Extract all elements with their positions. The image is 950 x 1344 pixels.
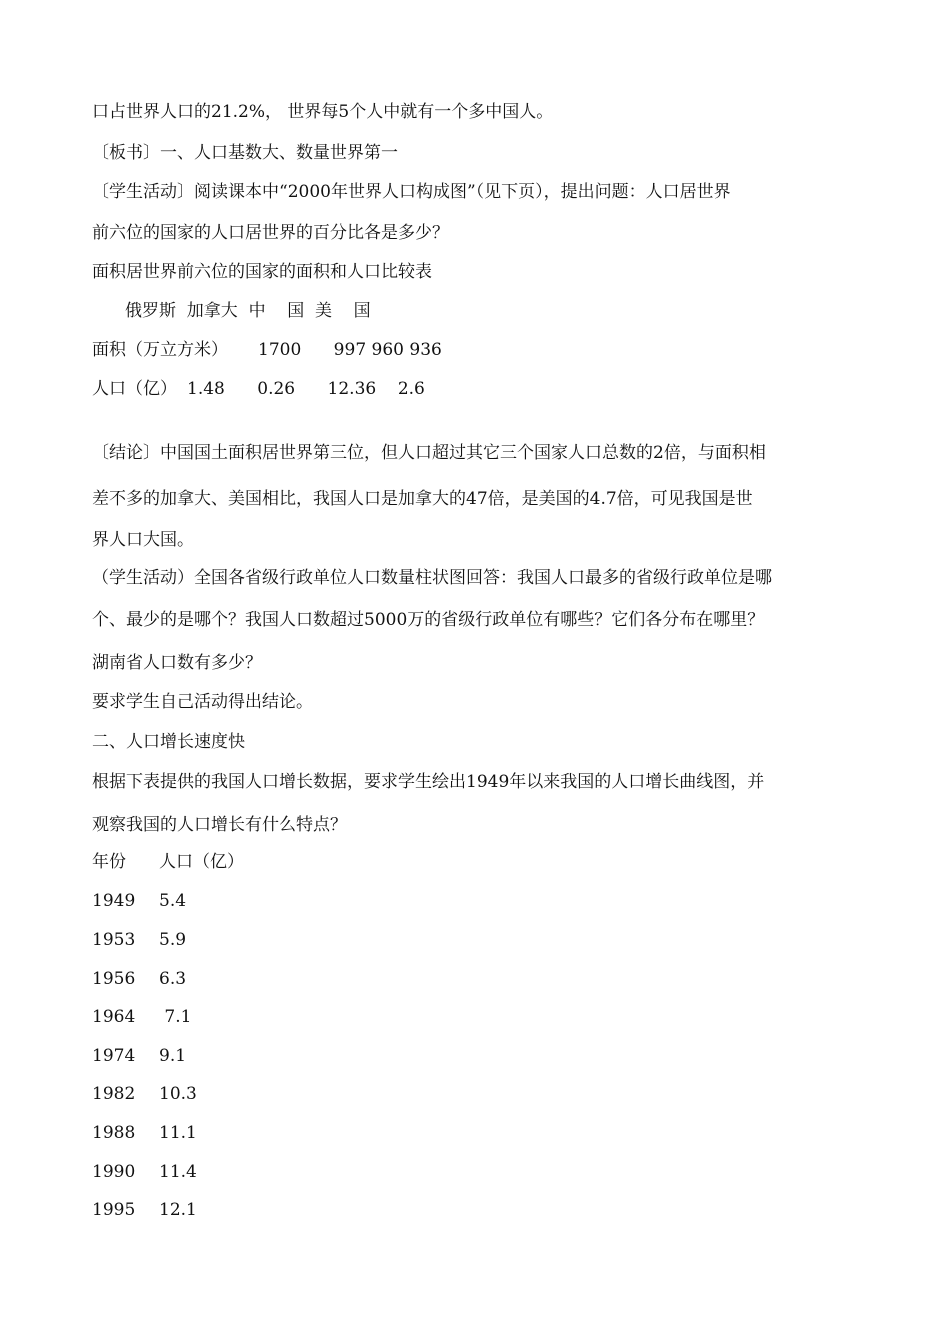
area-row-label: 面积（万立方米） bbox=[92, 340, 228, 360]
population-header: 人口（亿） bbox=[159, 852, 244, 872]
text-line: 湖南省人口数有多少？ bbox=[92, 653, 262, 673]
text-line: 前六位的国家的人口居世界的百分比各是多少？ bbox=[92, 223, 449, 243]
text-line: 根据下表提供的我国人口增长数据，要求学生绘出1949年以来我国的人口增长曲线图，并 bbox=[92, 772, 765, 792]
heading-line: 二、人口增长速度快 bbox=[92, 732, 245, 752]
text-line: 观察我国的人口增长有什么特点？ bbox=[92, 815, 347, 835]
year-cell: 1995 bbox=[92, 1200, 136, 1220]
heading-line: 〔板书〕一、人口基数大、数量世界第一 bbox=[92, 143, 398, 163]
year-cell: 1982 bbox=[92, 1084, 136, 1104]
area-row-values: 1700 997 960 936 bbox=[258, 340, 442, 360]
text-line: （学生活动）全国各省级行政单位人口数量柱状图回答：我国人口最多的省级行政单位是哪 bbox=[92, 568, 772, 588]
population-row-label: 人口（亿） bbox=[92, 379, 177, 399]
population-row-values: 1.48 0.26 12.36 2.6 bbox=[187, 379, 425, 399]
text-line: 界人口大国。 bbox=[92, 530, 194, 550]
population-cell: 6.3 bbox=[159, 969, 187, 989]
population-cell: 11.4 bbox=[159, 1162, 197, 1182]
year-cell: 1964 bbox=[92, 1007, 136, 1027]
text-line: 口占世界人口的21.2%， 世界每5个人中就有一个多中国人。 bbox=[92, 102, 554, 122]
year-cell: 1974 bbox=[92, 1046, 136, 1066]
year-cell: 1988 bbox=[92, 1123, 136, 1143]
text-line: 要求学生自己活动得出结论。 bbox=[92, 692, 313, 712]
population-cell: 5.4 bbox=[159, 891, 187, 911]
text-line: 〔结论〕中国国土面积居世界第三位，但人口超过其它三个国家人口总数的2倍，与面积相 bbox=[92, 443, 766, 463]
population-cell: 10.3 bbox=[159, 1084, 197, 1104]
year-cell: 1956 bbox=[92, 969, 136, 989]
population-cell: 5.9 bbox=[159, 930, 187, 950]
population-cell: 11.1 bbox=[159, 1123, 197, 1143]
text-line: 〔学生活动〕阅读课本中“2000年世界人口构成图”（见下页），提出问题：人口居世界 bbox=[92, 182, 731, 202]
population-cell: 9.1 bbox=[159, 1046, 187, 1066]
table-caption: 面积居世界前六位的国家的面积和人口比较表 bbox=[92, 262, 432, 282]
text-line: 差不多的加拿大、美国相比，我国人口是加拿大的47倍，是美国的4.7倍，可见我国是世 bbox=[92, 489, 753, 509]
year-header: 年份 bbox=[92, 852, 126, 872]
year-cell: 1990 bbox=[92, 1162, 136, 1182]
year-cell: 1953 bbox=[92, 930, 136, 950]
population-cell: 12.1 bbox=[159, 1200, 197, 1220]
text-line: 个、最少的是哪个？我国人口数超过5000万的省级行政单位有哪些？它们各分布在哪里？ bbox=[92, 610, 765, 630]
population-cell: 7.1 bbox=[159, 1007, 192, 1027]
area-table-header: 俄罗斯 加拿大 中 国 美 国 bbox=[125, 301, 371, 321]
table-row bbox=[92, 1200, 197, 1280]
year-cell: 1949 bbox=[92, 891, 136, 911]
